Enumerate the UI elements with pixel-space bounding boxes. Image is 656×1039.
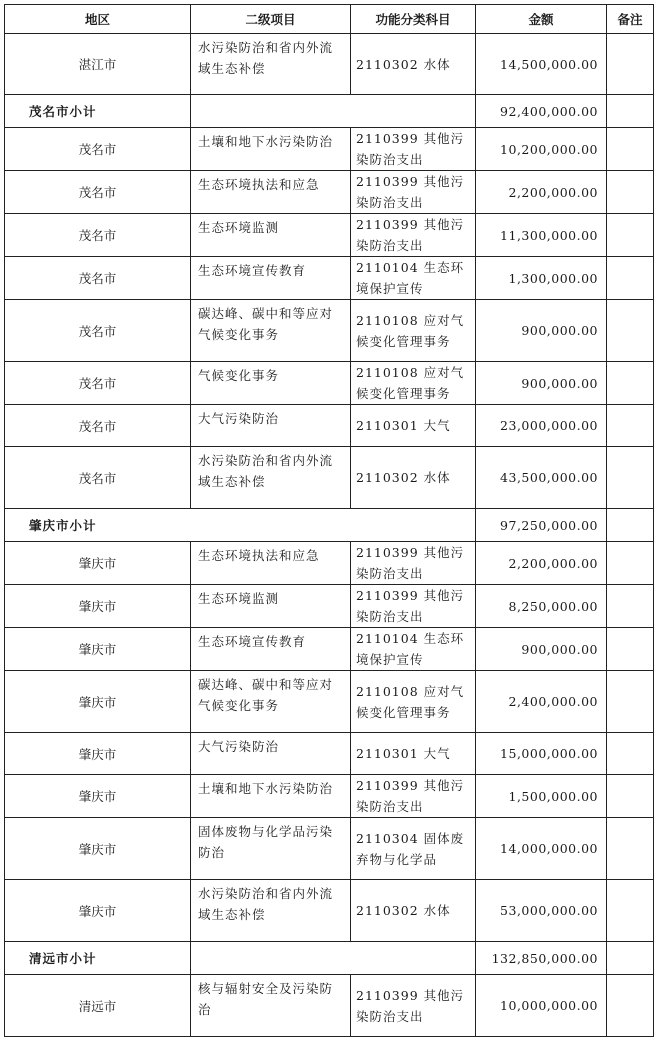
note-cell <box>607 775 654 818</box>
func-cell: 2110399 其他污染防治支出 <box>351 214 476 257</box>
func-cell: 2110108 应对气候变化管理事务 <box>351 362 476 405</box>
note-cell <box>607 171 654 214</box>
table-row <box>5 447 654 509</box>
region-cell: 湛江市 <box>5 34 191 95</box>
table-row <box>5 975 654 1037</box>
amount-cell: 43,500,000.00 <box>476 447 607 509</box>
region-cell: 肇庆市 <box>5 585 191 628</box>
amount-cell: 1,300,000.00 <box>476 257 607 300</box>
header-item: 二级项目 <box>191 5 351 34</box>
func-cell: 2110399 其他污染防治支出 <box>351 775 476 818</box>
table-row <box>5 775 654 818</box>
item-cell: 生态环境宣传教育 <box>191 257 351 300</box>
table-row <box>5 34 654 95</box>
func-cell: 2110108 应对气候变化管理事务 <box>351 300 476 362</box>
amount-cell: 8,250,000.00 <box>476 585 607 628</box>
note-cell <box>607 671 654 733</box>
note-cell <box>607 509 654 542</box>
amount-cell: 53,000,000.00 <box>476 880 607 942</box>
amount-cell: 900,000.00 <box>476 362 607 405</box>
func-cell: 2110399 其他污染防治支出 <box>351 585 476 628</box>
note-cell <box>607 257 654 300</box>
note-cell <box>607 628 654 671</box>
subtotal-label: 茂名市小计 <box>5 95 191 128</box>
note-cell <box>607 300 654 362</box>
table-row <box>5 405 654 447</box>
note-cell <box>607 95 654 128</box>
item-cell: 生态环境监测 <box>191 585 351 628</box>
func-cell: 2110399 其他污染防治支出 <box>351 128 476 171</box>
region-cell: 肇庆市 <box>5 775 191 818</box>
region-cell: 茂名市 <box>5 447 191 509</box>
table-body <box>5 34 654 1037</box>
note-cell <box>607 128 654 171</box>
region-cell: 肇庆市 <box>5 671 191 733</box>
item-cell: 生态环境执法和应急 <box>191 542 351 585</box>
note-cell <box>607 362 654 405</box>
table-row <box>5 128 654 171</box>
note-cell <box>607 880 654 942</box>
note-cell <box>607 34 654 95</box>
subtotal-row <box>5 95 654 128</box>
region-cell: 肇庆市 <box>5 880 191 942</box>
table-row <box>5 818 654 880</box>
note-cell <box>607 405 654 447</box>
subtotal-amount: 132,850,000.00 <box>476 942 607 975</box>
item-cell: 碳达峰、碳中和等应对气候变化事务 <box>191 671 351 733</box>
func-cell: 2110399 其他污染防治支出 <box>351 542 476 585</box>
note-cell <box>607 942 654 975</box>
note-cell <box>607 975 654 1037</box>
table-row <box>5 171 654 214</box>
table-row <box>5 214 654 257</box>
func-cell: 2110399 其他污染防治支出 <box>351 975 476 1037</box>
region-cell: 肇庆市 <box>5 628 191 671</box>
amount-cell: 14,000,000.00 <box>476 818 607 880</box>
amount-cell: 1,500,000.00 <box>476 775 607 818</box>
note-cell <box>607 818 654 880</box>
table-row <box>5 880 654 942</box>
item-cell: 生态环境宣传教育 <box>191 628 351 671</box>
region-cell: 茂名市 <box>5 214 191 257</box>
amount-cell: 2,200,000.00 <box>476 542 607 585</box>
note-cell <box>607 585 654 628</box>
note-cell <box>607 214 654 257</box>
item-cell: 气候变化事务 <box>191 362 351 405</box>
func-cell: 2110108 应对气候变化管理事务 <box>351 671 476 733</box>
amount-cell: 2,400,000.00 <box>476 671 607 733</box>
func-cell: 2110301 大气 <box>351 733 476 775</box>
subtotal-empty-cell <box>191 942 476 975</box>
item-cell: 大气污染防治 <box>191 733 351 775</box>
table-row <box>5 671 654 733</box>
func-cell: 2110301 大气 <box>351 405 476 447</box>
note-cell <box>607 733 654 775</box>
note-cell <box>607 447 654 509</box>
header-amount: 金额 <box>476 5 607 34</box>
func-cell: 2110399 其他污染防治支出 <box>351 171 476 214</box>
subtotal-row <box>5 942 654 975</box>
header-region: 地区 <box>5 5 191 34</box>
item-cell: 碳达峰、碳中和等应对气候变化事务 <box>191 300 351 362</box>
amount-cell: 10,200,000.00 <box>476 128 607 171</box>
table-header-row <box>5 5 654 34</box>
region-cell: 肇庆市 <box>5 542 191 585</box>
subtotal-label: 肇庆市小计 <box>5 509 476 542</box>
amount-cell: 11,300,000.00 <box>476 214 607 257</box>
item-cell: 大气污染防治 <box>191 405 351 447</box>
note-cell <box>607 542 654 585</box>
budget-table <box>4 4 654 1037</box>
subtotal-empty-cell <box>191 95 476 128</box>
func-cell: 2110302 水体 <box>351 447 476 509</box>
amount-cell: 14,500,000.00 <box>476 34 607 95</box>
table-row <box>5 628 654 671</box>
amount-cell: 900,000.00 <box>476 628 607 671</box>
region-cell: 茂名市 <box>5 171 191 214</box>
amount-cell: 10,000,000.00 <box>476 975 607 1037</box>
region-cell: 茂名市 <box>5 405 191 447</box>
region-cell: 茂名市 <box>5 257 191 300</box>
amount-cell: 2,200,000.00 <box>476 171 607 214</box>
item-cell: 生态环境执法和应急 <box>191 171 351 214</box>
func-cell: 2110304 固体废弃物与化学品 <box>351 818 476 880</box>
region-cell: 茂名市 <box>5 300 191 362</box>
table-row <box>5 362 654 405</box>
item-cell: 水污染防治和省内外流域生态补偿 <box>191 880 351 942</box>
region-cell: 肇庆市 <box>5 818 191 880</box>
subtotal-row <box>5 509 654 542</box>
table-row <box>5 257 654 300</box>
func-cell: 2110302 水体 <box>351 34 476 95</box>
item-cell: 水污染防治和省内外流域生态补偿 <box>191 447 351 509</box>
item-cell: 核与辐射安全及污染防治 <box>191 975 351 1037</box>
subtotal-label: 清远市小计 <box>5 942 191 975</box>
table-row <box>5 585 654 628</box>
item-cell: 生态环境监测 <box>191 214 351 257</box>
item-cell: 土壤和地下水污染防治 <box>191 775 351 818</box>
subtotal-amount: 97,250,000.00 <box>476 509 607 542</box>
item-cell: 土壤和地下水污染防治 <box>191 128 351 171</box>
header-func: 功能分类科目 <box>351 5 476 34</box>
region-cell: 茂名市 <box>5 128 191 171</box>
table-row <box>5 542 654 585</box>
amount-cell: 900,000.00 <box>476 300 607 362</box>
amount-cell: 15,000,000.00 <box>476 733 607 775</box>
item-cell: 水污染防治和省内外流域生态补偿 <box>191 34 351 95</box>
amount-cell: 23,000,000.00 <box>476 405 607 447</box>
subtotal-amount: 92,400,000.00 <box>476 95 607 128</box>
region-cell: 清远市 <box>5 975 191 1037</box>
func-cell: 2110104 生态环境保护宣传 <box>351 257 476 300</box>
region-cell: 肇庆市 <box>5 733 191 775</box>
table-row <box>5 733 654 775</box>
table-row <box>5 300 654 362</box>
func-cell: 2110104 生态环境保护宣传 <box>351 628 476 671</box>
region-cell: 茂名市 <box>5 362 191 405</box>
func-cell: 2110302 水体 <box>351 880 476 942</box>
header-note: 备注 <box>607 5 654 34</box>
item-cell: 固体废物与化学品污染防治 <box>191 818 351 880</box>
